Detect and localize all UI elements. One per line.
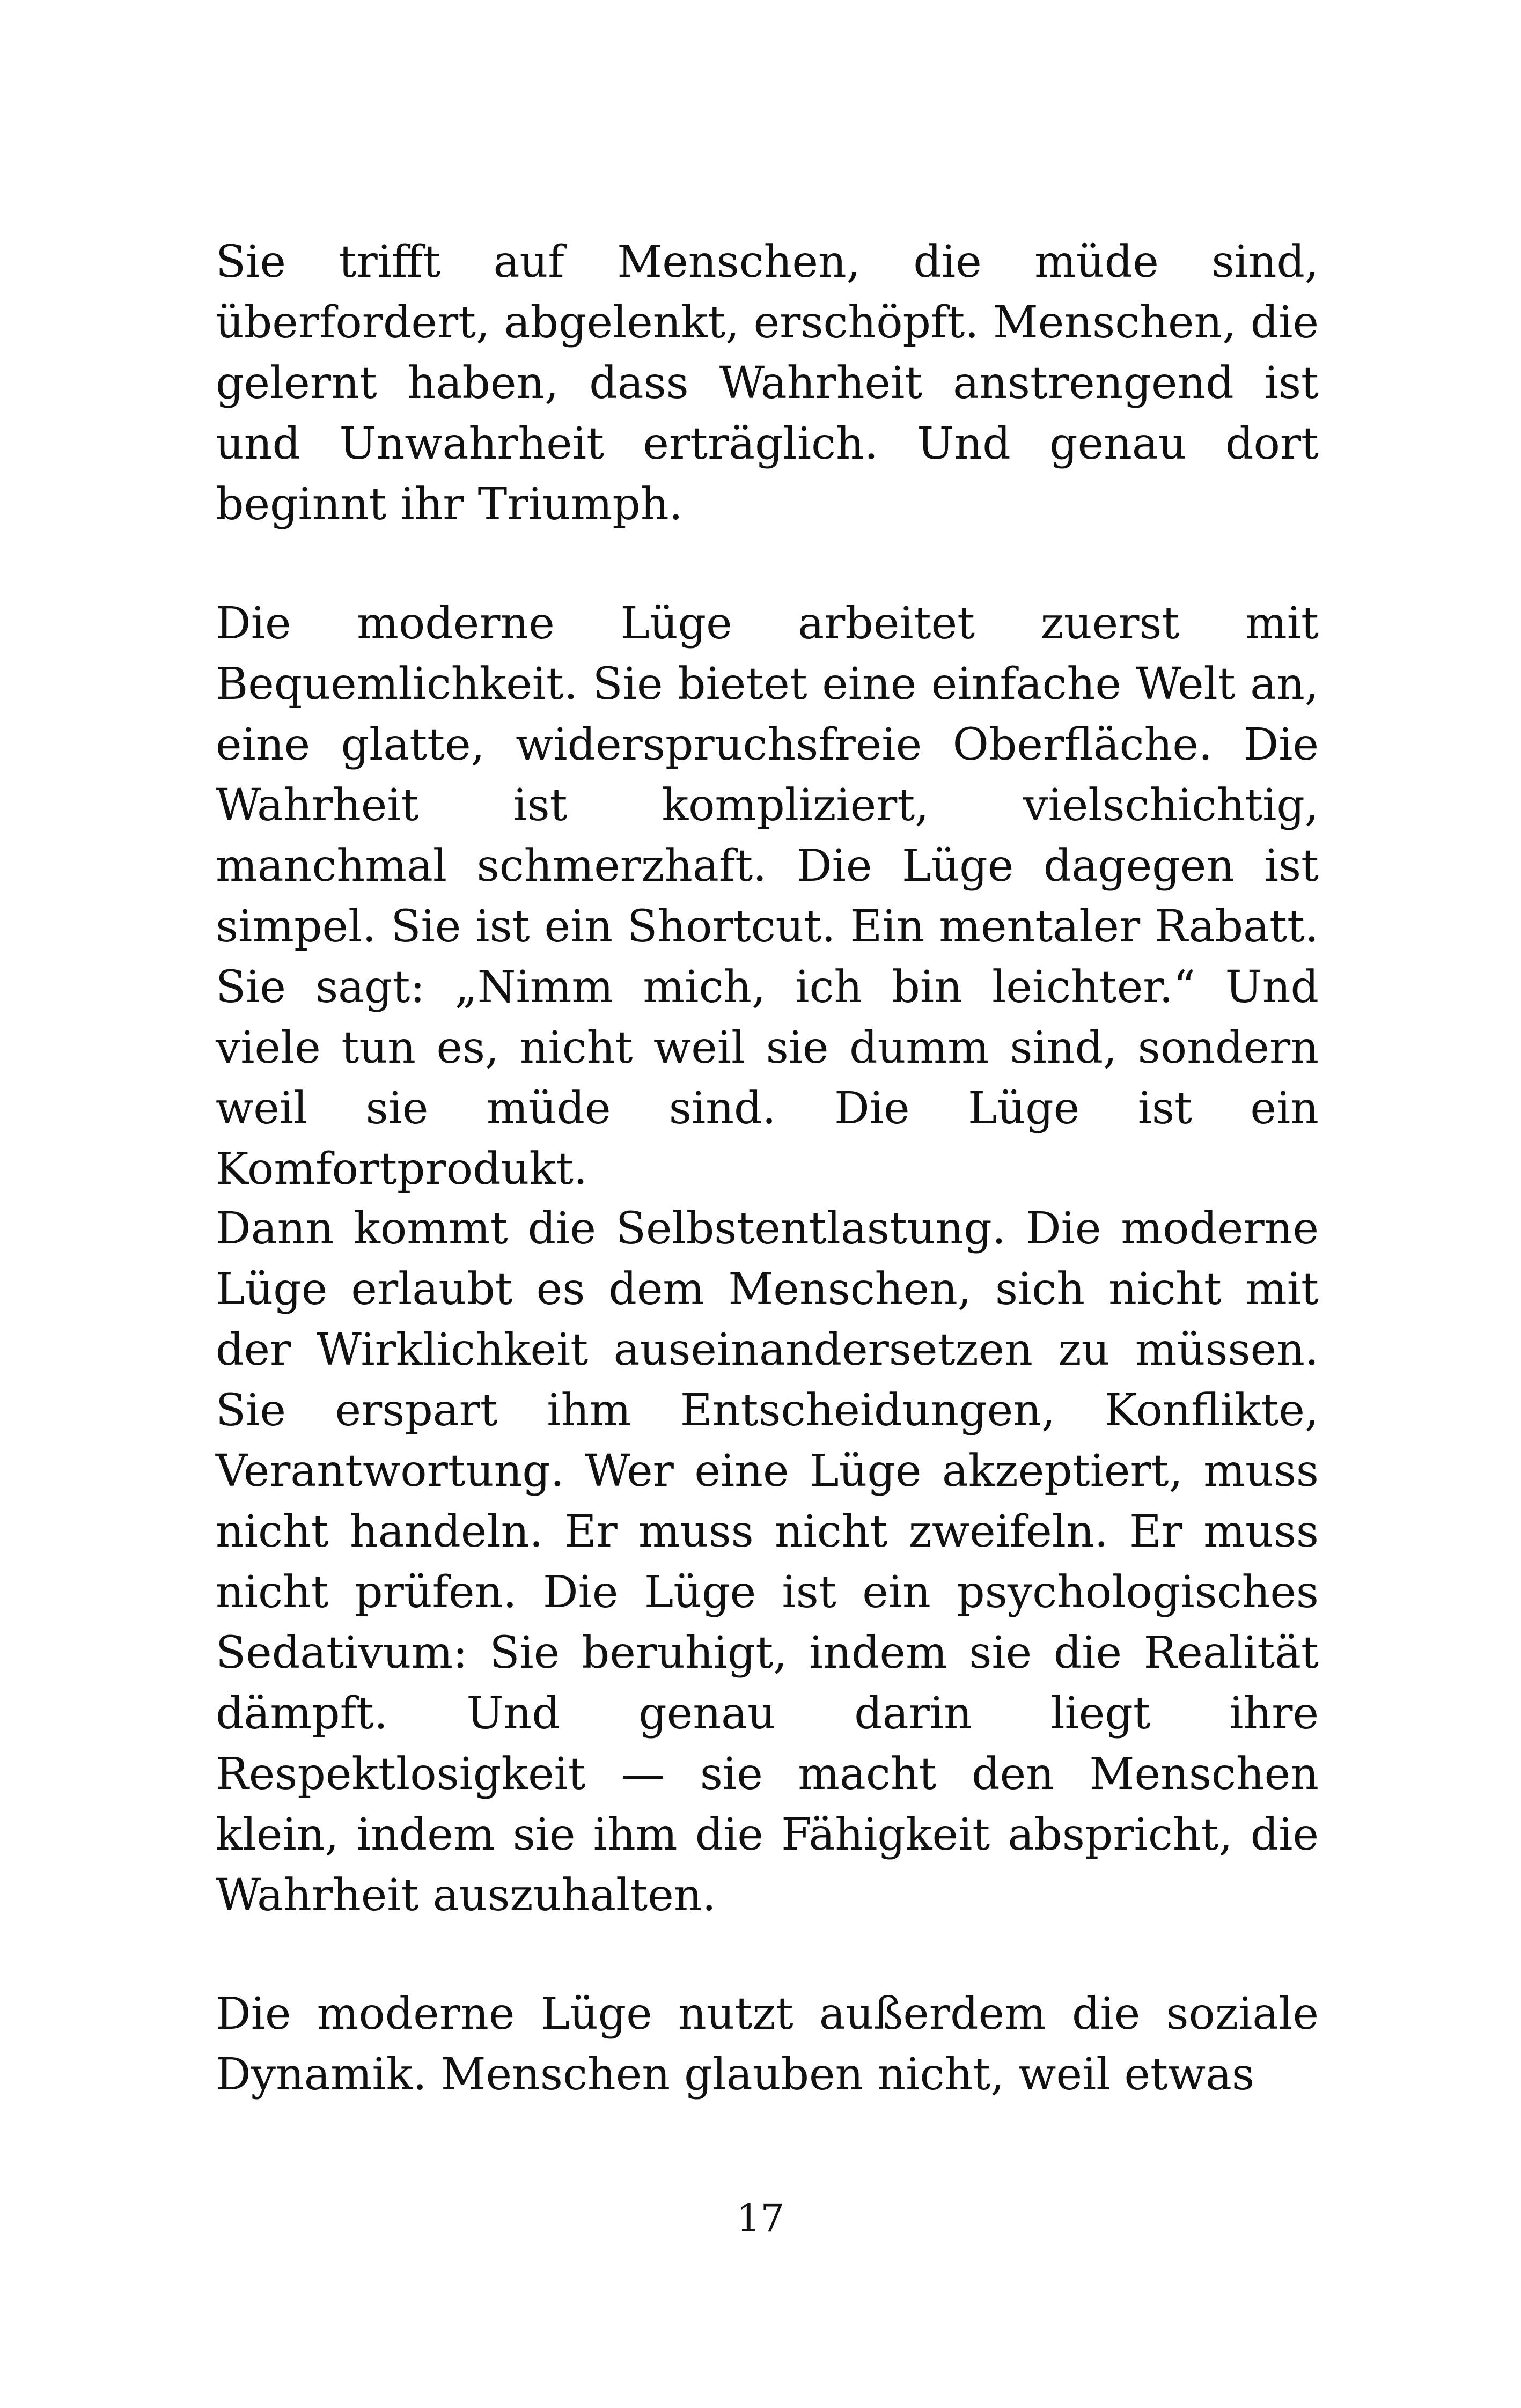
paragraph-1: Sie trifft auf Menschen, die müde sind, überfordert, abgelenkt, erschöpft. Menschen, die gelernt haben, dass Wahrheit anstrengend ist und Unwahrheit erträglich. Und genau dort beginnt ihr Triumph. <box>216 237 1319 530</box>
page-number: 17 <box>736 2196 785 2240</box>
paragraph-4: Die moderne Lüge nutzt außerdem die soziale Dynamik. Menschen glauben nicht, weil etwas <box>216 1989 1319 2100</box>
paragraph-3: Dann kommt die Selbstentlastung. Die moderne Lüge erlaubt es dem Menschen, sich nicht mit der Wirklichkeit auseinandersetzen zu müssen. Sie erspart ihm Entscheidungen, Konflikte, Verantwortung. Wer eine Lüge akzeptiert, muss nicht handeln. Er muss nicht zweifeln. Er muss nicht prüfen. Die Lüge ist ein psychologisches Sedativum: Sie beruhigt, indem sie die Realität dämpft. Und genau darin liegt ihre Respektlosigkeit — sie macht den Menschen klein, indem sie ihm die Fähigkeit abspricht, die Wahrheit auszuhalten. <box>216 1203 1319 1921</box>
paragraph-2: Die moderne Lüge arbeitet zuerst mit Bequemlichkeit. Sie bietet eine einfache Welt an, eine glatte, widerspruchsfreie Oberfläche. Die Wahrheit ist kompliziert, vielschichtig, manchmal schmerzhaft. Die Lüge dagegen ist simpel. Sie ist ein Shortcut. Ein mentaler Rabatt. Sie sagt: „Nimm mich, ich bin leichter.“ Und viele tun es, nicht weil sie dumm sind, sondern weil sie müde sind. Die Lüge ist ein Komfortprodukt. <box>216 598 1319 1195</box>
